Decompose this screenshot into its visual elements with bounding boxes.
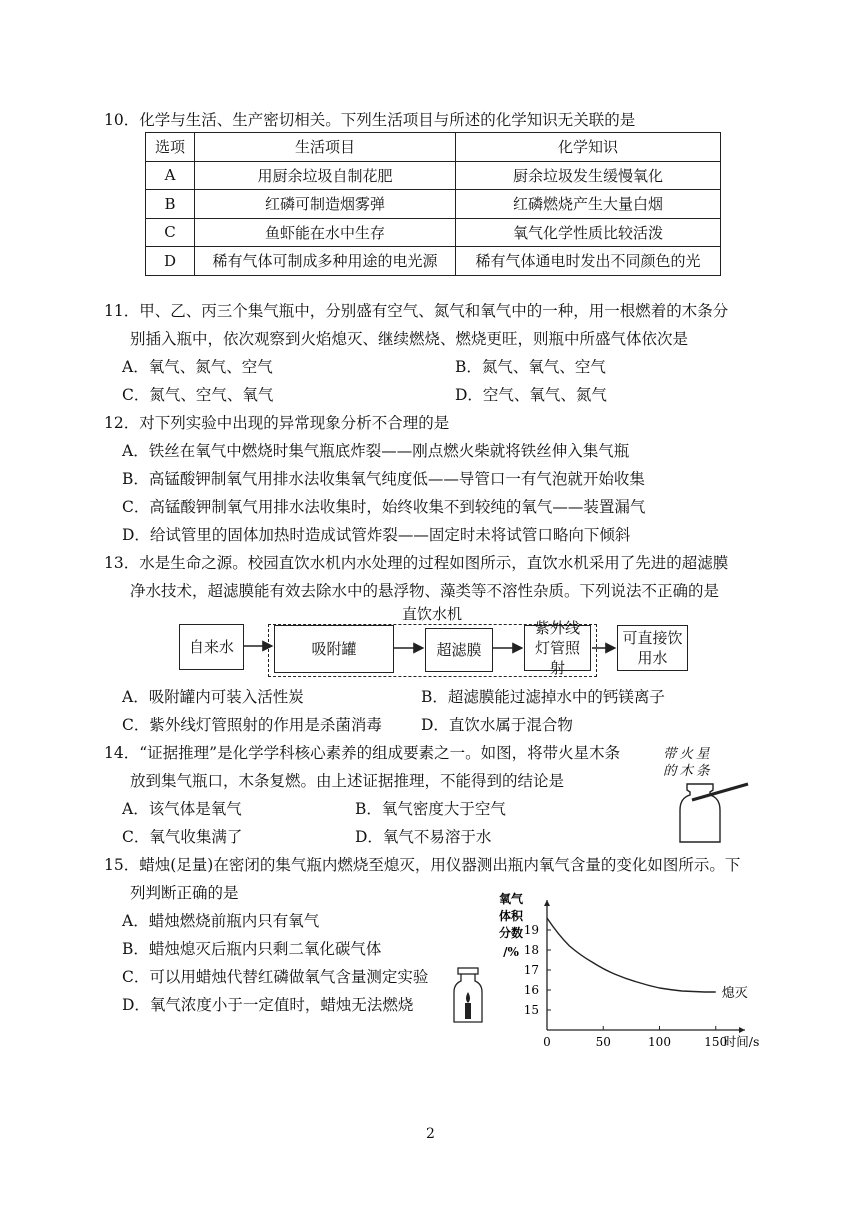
option[interactable]: A．吸附罐内可装入活性炭 (122, 688, 304, 706)
table-cell: 鱼虾能在水中生存 (195, 218, 456, 247)
option[interactable]: D．氧气不易溶于水 (355, 828, 492, 846)
x-tick-label: 100 (648, 1035, 671, 1049)
option[interactable]: A．蜡烛燃烧前瓶内只有氧气 (122, 912, 320, 930)
q14-stem: 14．“证据推理”是化学学科核心素养的组成要素之一。如图，将带火星木条 (104, 744, 621, 762)
machine-label: 直饮水机 (398, 603, 466, 624)
table-cell: D (146, 247, 195, 276)
option[interactable]: D．氧气浓度小于一定值时，蜡烛无法燃烧 (122, 996, 414, 1014)
table-header: 化学知识 (456, 133, 721, 162)
x-tick-label: 50 (595, 1035, 611, 1049)
option[interactable]: A．该气体是氧气 (122, 800, 242, 818)
oxygen-chart (493, 890, 773, 1050)
y-tick-label: 18 (523, 943, 539, 957)
table-cell: A (146, 161, 195, 190)
table-cell: 厨余垃圾发生缓慢氧化 (456, 161, 721, 190)
q10-stem: 10．化学与生活、生产密切相关。下列生活项目与所述的化学知识无关联的是 (104, 111, 636, 129)
x-axis-arrow (739, 1027, 745, 1033)
y-tick-label: 15 (523, 1003, 539, 1017)
q14-stem: 放到集气瓶口，木条复燃。由上述证据推理，不能得到的结论是 (130, 772, 565, 790)
flow-node-uv-lamp: 紫外线灯管照射 (524, 625, 591, 671)
q11-stem: 别插入瓶中，依次观察到火焰熄灭、继续燃烧、燃烧更旺，则瓶中所盛气体依次是 (130, 330, 689, 348)
option[interactable]: C．可以用蜡烛代替红磷做氧气含量测定实验 (122, 968, 429, 986)
option[interactable]: D．给试管里的固体加热时造成试管炸裂——固定时未将试管口略向下倾斜 (122, 526, 631, 544)
option[interactable]: C．紫外线灯管照射的作用是杀菌消毒 (122, 716, 382, 734)
y-tick-label: 19 (523, 923, 539, 937)
chart-axes (544, 900, 745, 1033)
x-tick-label: 0 (543, 1035, 551, 1049)
option[interactable]: C．氧气收集满了 (122, 828, 243, 846)
splint-icon (692, 784, 748, 800)
splint-label: 带火星的木条 (663, 746, 713, 779)
option[interactable]: B．高锰酸钾制氧气用排水法收集氧气纯度低——导管口一有气泡就开始收集 (122, 470, 645, 488)
candle-bottle-icon (452, 965, 486, 1025)
chart-ylabel: /% (503, 945, 519, 959)
q15-stem: 列判断正确的是 (130, 884, 239, 902)
q11-stem: 11．甲、乙、丙三个集气瓶中，分别盛有空气、氮气和氧气中的一种，用一根燃着的木条分 (104, 302, 729, 320)
flow-node-tap-water: 自来水 (179, 624, 244, 670)
option[interactable]: B．超滤膜能过滤掉水中的钙镁离子 (421, 688, 665, 706)
option[interactable]: B．氮气、氧气、空气 (455, 358, 606, 376)
q15-stem: 15．蜡烛(足量)在密闭的集气瓶内燃烧至熄灭，用仪器测出瓶内氧气含量的变化如图所示。下 (104, 856, 741, 874)
option[interactable]: B．氧气密度大于空气 (355, 800, 506, 818)
table-cell: 用厨余垃圾自制花肥 (195, 161, 456, 190)
chart-ylabel: 氧气 (498, 892, 524, 906)
table-cell: 红磷可制造烟雾弹 (195, 190, 456, 219)
table-cell: 稀有气体可制成多种用途的电光源 (195, 247, 456, 276)
option[interactable]: D．空气、氧气、氮气 (455, 386, 607, 404)
table-header: 生活项目 (195, 133, 456, 162)
table-cell: B (146, 190, 195, 219)
option[interactable]: B．蜡烛熄灭后瓶内只剩二氧化碳气体 (122, 940, 382, 958)
table-cell: 稀有气体通电时发出不同颜色的光 (456, 247, 721, 276)
table-cell: 红磷燃烧产生大量白烟 (456, 190, 721, 219)
flow-node-adsorption-tank: 吸附罐 (274, 625, 394, 673)
table-cell: 氧气化学性质比较活泼 (456, 218, 721, 247)
gas-bottle-figure (676, 770, 756, 850)
chart-ylabel: 体积 (498, 909, 524, 923)
chart-xlabel: 时间/s (723, 1034, 760, 1049)
flow-node-drinking-water: 可直接饮用水 (617, 625, 688, 671)
option[interactable]: C．高锰酸钾制氧气用排水法收集时，始终收集不到较纯的氧气——装置漏气 (122, 498, 646, 516)
q13-stem: 13．水是生命之源。校园直饮水机内水处理的过程如图所示，直饮水机采用了先进的超滤膜 (104, 554, 729, 572)
option[interactable]: A．氧气、氮气、空气 (122, 358, 273, 376)
y-axis-arrow (544, 900, 550, 906)
flow-node-ultrafiltration: 超滤膜 (425, 628, 493, 672)
table-cell: C (146, 218, 195, 247)
page-number: 2 (426, 1126, 435, 1142)
y-tick-label: 16 (523, 983, 539, 997)
chart-ylabel: 分数 (498, 926, 524, 940)
x-tick-label: 150 (704, 1035, 728, 1049)
option[interactable]: D．直饮水属于混合物 (421, 716, 573, 734)
option[interactable]: C．氮气、空气、氧气 (122, 386, 274, 404)
option[interactable]: A．铁丝在氧气中燃烧时集气瓶底炸裂——刚点燃火柴就将铁丝伸入集气瓶 (122, 442, 630, 460)
q12-stem: 12．对下列实验中出现的异常现象分析不合理的是 (104, 414, 450, 432)
q13-stem: 净水技术，超滤膜能有效去除水中的悬浮物、藻类等不溶性杂质。下列说法不正确的是 (130, 582, 720, 600)
table-header: 选项 (146, 133, 195, 162)
chart-annotation: 熄灭 (721, 986, 748, 1001)
y-tick-label: 17 (523, 963, 539, 977)
chart-series-line (547, 918, 716, 992)
